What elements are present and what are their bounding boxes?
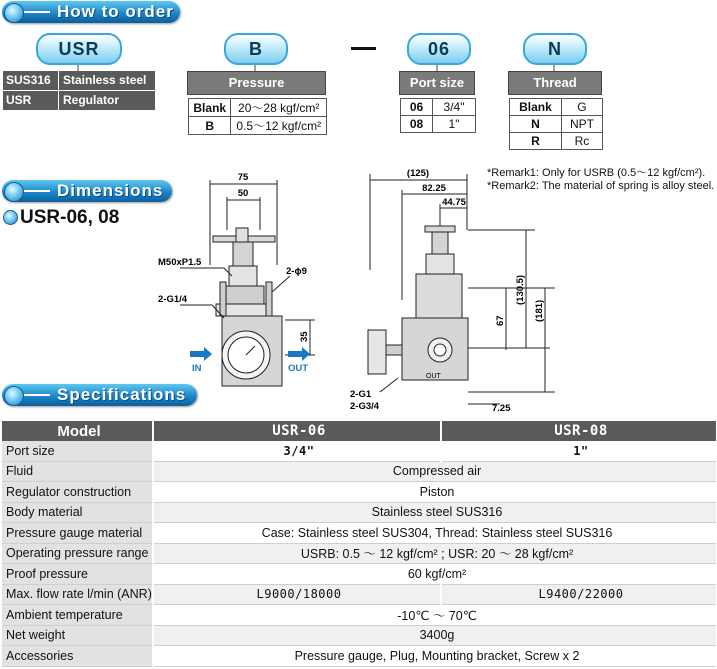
spec-row: Max. flow rate l/min (ANR) L9000/18000 L9400/22000	[2, 584, 716, 605]
dim-35: 35	[299, 331, 310, 342]
spec-row: Proof pressure 60 kgf/cm²	[2, 564, 716, 585]
spec-row: Body material Stainless steel SUS316	[2, 502, 716, 523]
dim-50: 50	[237, 188, 249, 199]
series-table	[3, 71, 155, 111]
arrow-line-icon	[24, 394, 50, 396]
thread-header: Thread	[508, 71, 602, 95]
dim-1305: (130.5)	[515, 274, 526, 305]
model-bullet-icon	[3, 210, 18, 225]
code-06-badge: 06	[407, 33, 471, 65]
arrow-line-icon	[24, 190, 50, 192]
dim-125: (125)	[406, 168, 430, 179]
section-title: Dimensions	[57, 181, 164, 200]
series-row: USR Regulator	[3, 91, 155, 111]
series-row: SUS316 Stainless steel	[3, 71, 155, 91]
dim-181: (181)	[534, 299, 545, 322]
label-in: IN	[192, 363, 202, 374]
code-b-badge: B	[224, 33, 288, 65]
pressure-table: Blank 20～28 kgf/cm² B 0.5～12 kgf/cm²	[188, 98, 327, 135]
spec-row: Fluid Compressed air	[2, 461, 716, 482]
spec-row: Port size 3/4" 1"	[2, 441, 716, 461]
dim-g1: 2-G1	[350, 389, 372, 400]
model-title: USR-06, 08	[20, 207, 120, 228]
spec-table	[2, 421, 716, 667]
spec-row: Ambient temperature -10℃ ～ 70℃	[2, 605, 716, 626]
dim-g14: 2-G1/4	[158, 294, 188, 305]
dim-75: 75	[237, 172, 249, 183]
specifications-header	[2, 384, 202, 408]
spec-row: Net weight 3400g	[2, 625, 716, 646]
port-size-header: Port size	[399, 71, 475, 95]
spec-row: Regulator construction Piston	[2, 482, 716, 503]
spec-row: Operating pressure range USRB: 0.5 ～ 12 kgf/cm² ; USR: 20 ～ 28 kgf/cm²	[2, 543, 716, 564]
dim-4475: 44.75	[442, 197, 466, 208]
dim-phi9: 2-ϕ9	[286, 266, 307, 277]
thread-table: Blank G N NPT R Rc	[509, 98, 603, 150]
remark-1: *Remark1: Only for USRB (0.5～12 kgf/cm²).	[487, 167, 706, 179]
dim-8225: 82.25	[422, 183, 446, 194]
spec-header-row: Model USR-06 USR-08	[2, 421, 716, 441]
section-title: Specifications	[57, 385, 187, 404]
code-usr-badge: USR	[36, 33, 122, 65]
spec-row: Pressure gauge material Case: Stainless steel SUS304, Thread: Stainless steel SUS316	[2, 523, 716, 544]
dim-67: 67	[495, 315, 506, 326]
label-out-side: OUT	[426, 373, 441, 380]
spec-row: Accessories Pressure gauge, Plug, Mounting bracket, Screw x 2	[2, 646, 716, 667]
bullet-icon	[4, 386, 24, 406]
front-view-drawing	[150, 170, 340, 405]
dim-g34: 2-G3/4	[350, 401, 380, 412]
dim-725: 7.25	[492, 403, 511, 414]
section-title: How to order	[57, 2, 174, 21]
bullet-icon	[4, 182, 24, 202]
dim-m50: M50xP1.5	[158, 257, 202, 268]
port-size-table: 06 3/4" 08 1"	[400, 98, 476, 133]
label-out: OUT	[288, 363, 309, 374]
remark-2: *Remark2: The material of spring is alloy steel.	[487, 180, 715, 192]
pressure-header: Pressure	[187, 71, 326, 95]
code-n-badge: N	[523, 33, 587, 65]
side-view-drawing	[340, 160, 560, 420]
